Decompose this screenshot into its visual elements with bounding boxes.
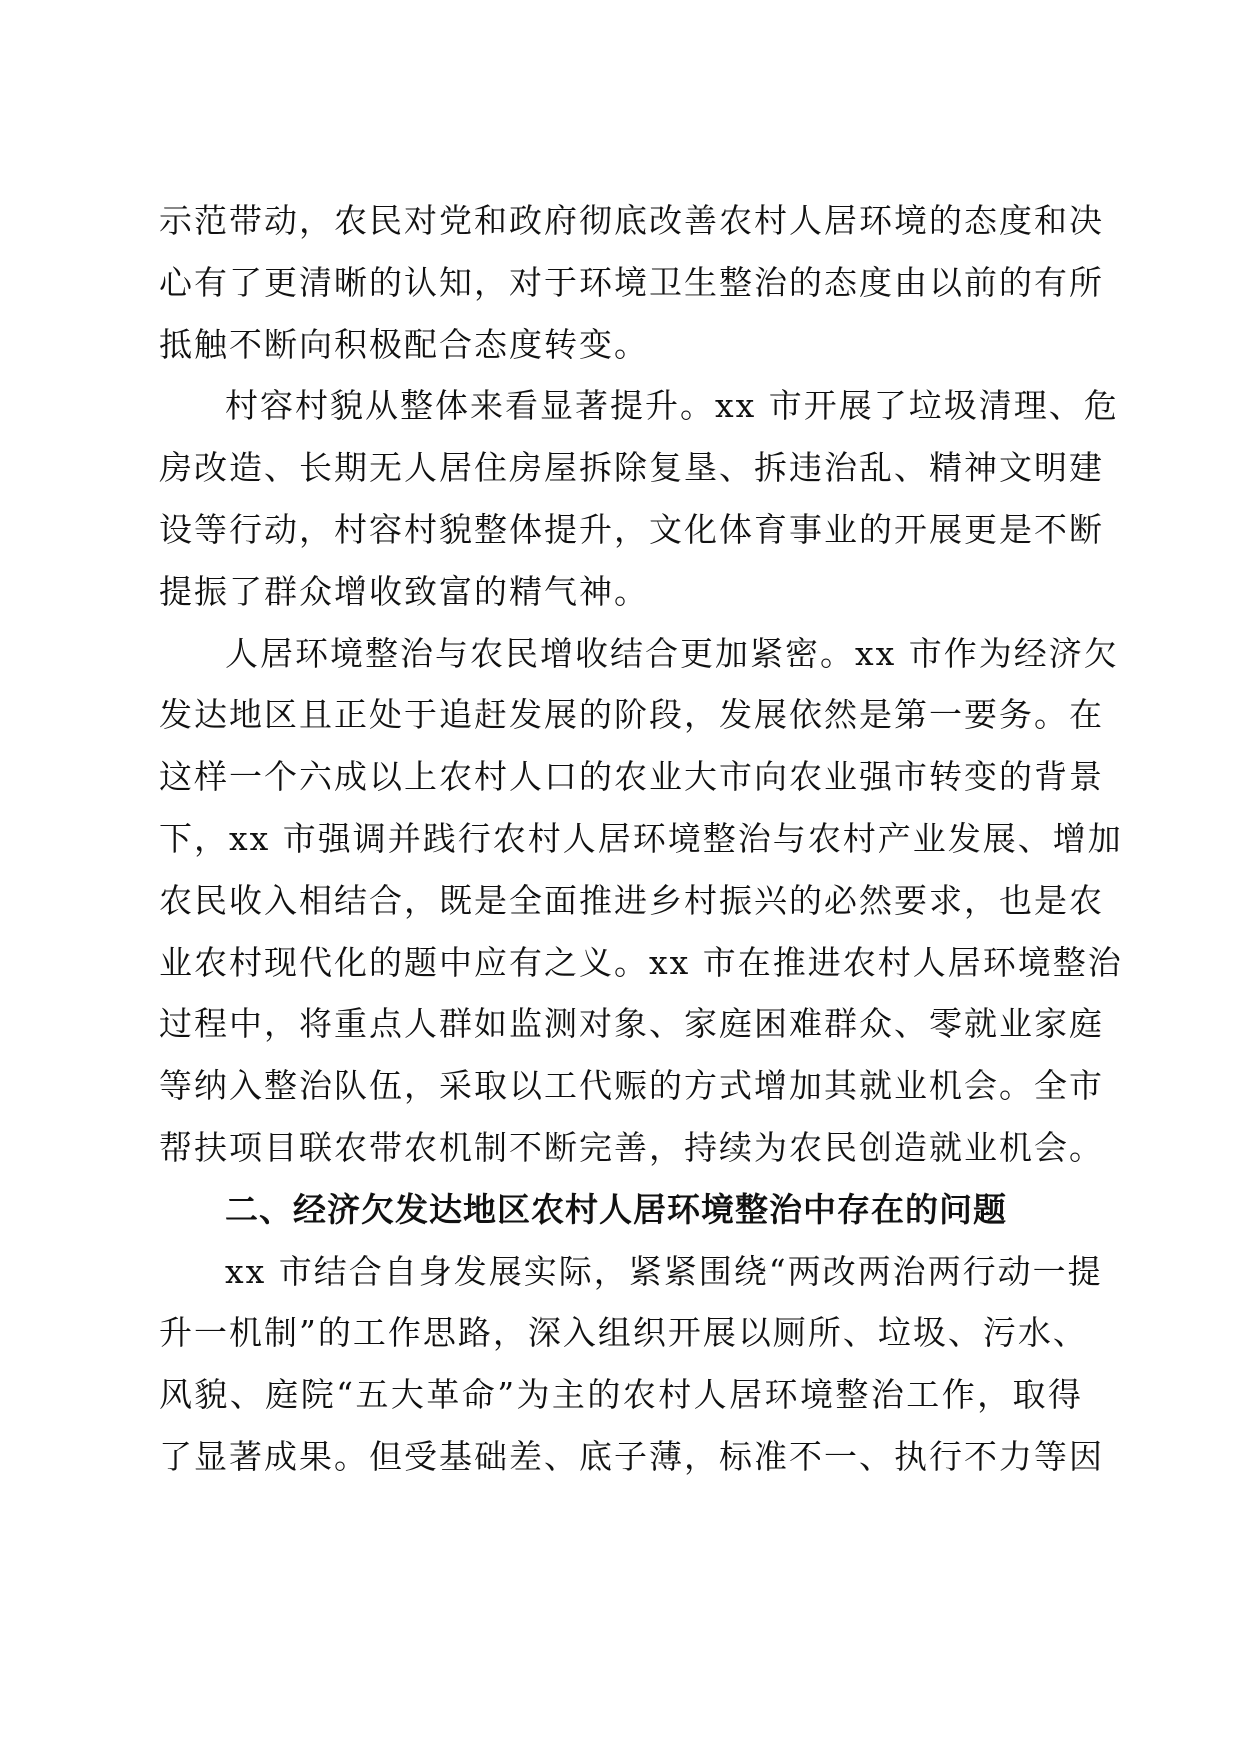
paragraph-line: 提振了群众增收致富的精气神。: [159, 571, 649, 611]
paragraph-line: 发达地区且正处于追赶发展的阶段，发展依然是第一要务。在: [159, 695, 1104, 735]
paragraph-line: 村容村貌从整体来看显著提升。xx 市开展了垃圾清理、危: [225, 386, 1119, 426]
paragraph-line: 抵触不断向积极配合态度转变。: [159, 324, 649, 364]
section-heading: 二、经济欠发达地区农村人居环境整治中存在的问题: [225, 1189, 1007, 1229]
paragraph-line: 等纳入整治队伍，采取以工代赈的方式增加其就业机会。全市: [159, 1066, 1104, 1106]
paragraph-line: 了显著成果。但受基础差、底子薄，标准不一、执行不力等因: [159, 1436, 1104, 1476]
paragraph-line: 下，xx 市强调并践行农村人居环境整治与农村产业发展、增加: [159, 818, 1123, 858]
paragraph-line: 过程中，将重点人群如监测对象、家庭困难群众、零就业家庭: [159, 1004, 1104, 1044]
paragraph-line: 这样一个六成以上农村人口的农业大市向农业强市转变的背景: [159, 757, 1104, 797]
paragraph-line: 心有了更清晰的认知，对于环境卫生整治的态度由以前的有所: [159, 262, 1104, 302]
paragraph-line: 房改造、长期无人居住房屋拆除复垦、拆违治乱、精神文明建: [159, 448, 1104, 488]
paragraph-line: 示范带动，农民对党和政府彻底改善农村人居环境的态度和决: [159, 201, 1104, 240]
paragraph-line: 升一机制”的工作思路，深入组织开展以厕所、垃圾、污水、: [159, 1313, 1088, 1353]
paragraph-line: xx 市结合自身发展实际，紧紧围绕“两改两治两行动一提: [225, 1251, 1103, 1291]
paragraph-line: 帮扶项目联农带农机制不断完善，持续为农民创造就业机会。: [159, 1127, 1104, 1167]
document-body: [159, 190, 1123, 1488]
paragraph-line: 农民收入相结合，既是全面推进乡村振兴的必然要求，也是农: [159, 880, 1104, 920]
paragraph-line: 人居环境整治与农民增收结合更加紧密。xx 市作为经济欠: [225, 633, 1119, 673]
paragraph-line: 风貌、庭院“五大革命”为主的农村人居环境整治工作，取得: [159, 1375, 1083, 1415]
paragraph-line: 设等行动，村容村貌整体提升，文化体育事业的开展更是不断: [159, 509, 1104, 549]
paragraph-line: 业农村现代化的题中应有之义。xx 市在推进农村人居环境整治: [159, 942, 1123, 982]
